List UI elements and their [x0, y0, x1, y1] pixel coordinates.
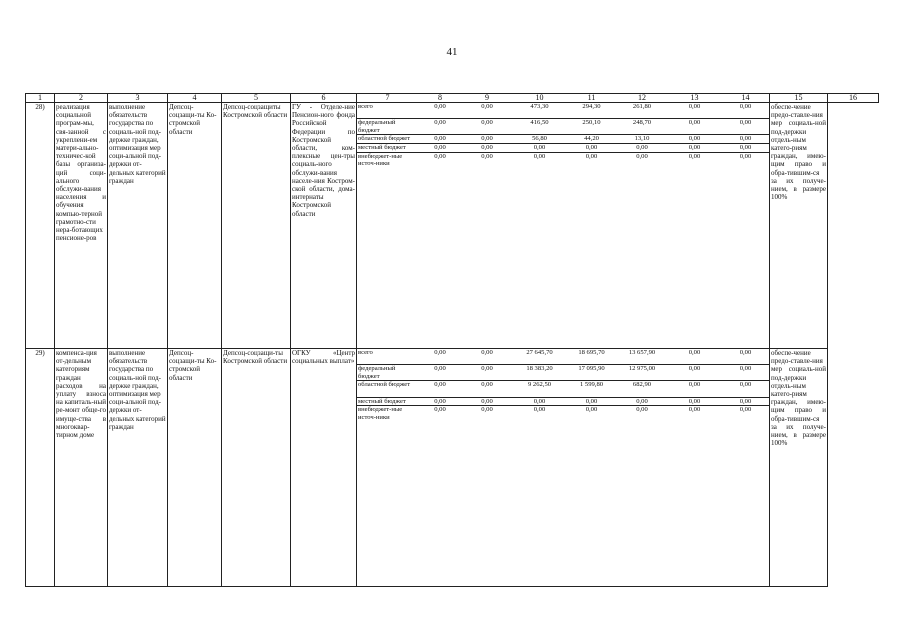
event-name-cell: компенса-ция от-дельным категориям граждан расходов на уплату взноса на капиталь-ный ре-монт обще-го имуще-ства в многоквар-тирном доме — [55, 349, 108, 587]
header-cell: 4 — [168, 94, 222, 103]
funding-value: 0,00 — [462, 365, 512, 381]
expected-result-cell: обеспе-чение предо-ставле-ния мер социаль-ной под-держки отдель-ным катего-риям граждан, имею-щим право и обра-тившим-ся за их получе-нием, в размере 100% — [770, 349, 828, 587]
funding-value: 294,30 — [567, 103, 616, 119]
funding-source-row — [357, 397, 770, 406]
header-cell-group — [357, 94, 770, 103]
header-cell: 15 — [770, 94, 828, 103]
funding-value: 0,00 — [462, 135, 512, 144]
funding-value: 0,00 — [668, 135, 721, 144]
row-number-cell: 29) — [26, 349, 55, 587]
purpose-cell: выполнение обязательств государства по социаль-ной под-держке граждан, оптимизация мер соци-альной под-держки от-дельных категорий граждан — [108, 349, 168, 587]
header-cell: 2 — [55, 94, 108, 103]
header-cell: 11 — [587, 94, 596, 102]
header-cell: 1 — [26, 94, 55, 103]
funding-value: 0,00 — [462, 143, 512, 152]
financing-table — [357, 103, 770, 177]
funding-value: 261,80 — [616, 103, 668, 119]
program-table — [25, 93, 879, 587]
funding-value: 9 262,50 — [512, 381, 567, 397]
funding-source-row — [357, 406, 770, 431]
header-row — [26, 94, 879, 103]
funding-value: 0,00 — [434, 406, 446, 414]
funding-source-name: федеральный бюджет — [357, 119, 418, 135]
funding-value: 0,00 — [721, 381, 770, 397]
funding-value: 0,00 — [418, 365, 462, 381]
funding-value: 0,00 — [668, 397, 721, 406]
recipient-cell: ГУ - Отделе-ние Пенсион-ного фонда Российской Федерации по Костромской области, ком-плексные цен-тры социаль-ного обслужи-вания населе-ния Костром-ской области, дома-интернаты Костромской области — [291, 103, 357, 349]
header-cell: 13 — [690, 94, 699, 102]
funding-source-row — [357, 143, 770, 152]
funding-value: 44,20 — [567, 135, 616, 144]
header-cell: 6 — [291, 94, 357, 103]
funding-value: 0,00 — [721, 119, 770, 135]
purpose-cell: выполнение обязательств государства по социаль-ной под-держке граждан, оптимизация мер соци-альной под-держки от-дельных категорий граждан — [108, 103, 168, 349]
funding-value: 0,00 — [418, 143, 462, 152]
funding-value: 0,00 — [533, 406, 546, 414]
funding-value: 0,00 — [418, 135, 462, 144]
funding-source-row — [357, 103, 770, 119]
funding-value: 0,00 — [567, 143, 616, 152]
funding-value: 0,00 — [418, 119, 462, 135]
funding-value: 0,00 — [721, 135, 770, 144]
funding-value: 0,00 — [418, 349, 462, 365]
funding-value: 0,00 — [739, 406, 752, 414]
funding-source-name: областной бюджет — [357, 135, 418, 144]
funding-value: 0,00 — [721, 365, 770, 381]
expected-result-cell: обеспе-чение предо-ставле-ния мер социаль-ной под-держки отдель-ным катего-риям граждан, имею-щим право и обра-тившим-ся за их получе-нием, в размере 100% — [770, 103, 828, 349]
funding-source-name: местный бюджет — [357, 397, 418, 406]
funding-source-row — [357, 152, 770, 177]
funding-value: 0,00 — [668, 119, 721, 135]
page-number: 41 — [446, 46, 458, 58]
funding-value: 13,10 — [616, 135, 668, 144]
header-cell: 3 — [108, 94, 168, 103]
header-cell: 12 — [638, 94, 646, 102]
funding-source-name: областной бюджет — [357, 381, 418, 397]
funding-source-name: внебюджет-ные источ-ники — [358, 152, 403, 168]
funding-value: 0,00 — [462, 349, 512, 365]
funding-value: 0,00 — [481, 152, 493, 160]
funding-value: 1 599,80 — [567, 381, 616, 397]
funding-value: 0,00 — [434, 152, 446, 160]
funding-source-name: всего — [357, 349, 418, 365]
header-cell: 9 — [485, 94, 489, 102]
funding-value: 0,00 — [721, 103, 770, 119]
header-cell: 14 — [741, 94, 750, 102]
funding-value: 0,00 — [636, 152, 648, 160]
row-number-cell: 28) — [26, 103, 55, 349]
funding-value: 0,00 — [512, 397, 567, 406]
header-cell: 8 — [438, 94, 442, 102]
funding-value: 0,00 — [688, 406, 701, 414]
coexecutor-cell: Депсоц-соцзащи-ты Ко-стромской области — [168, 103, 222, 349]
funding-value: 0,00 — [418, 103, 462, 119]
funding-value: 248,70 — [616, 119, 668, 135]
funding-value: 17 095,90 — [567, 365, 616, 381]
funding-value: 0,00 — [462, 103, 512, 119]
funding-value: 0,00 — [481, 406, 493, 414]
funding-source-name: внебюджет-ные источ-ники — [358, 406, 403, 421]
funding-value: 0,00 — [721, 397, 770, 406]
funding-value: 473,30 — [512, 103, 567, 119]
funding-source-row — [357, 135, 770, 144]
funding-value: 0,00 — [533, 152, 546, 160]
funding-value: 0,00 — [585, 406, 598, 414]
funding-value: 0,00 — [739, 152, 752, 160]
event-name-cell: реализация социальной програм-мы, свя-занной с укреплени-ем матери-ально-техничес-кой базы организа-ций соци-ального обслужи-вания населения и обучения компью-терной грамотно-сти нера-ботающих пенсионе-ров — [55, 103, 108, 349]
funding-value: 0,00 — [418, 381, 462, 397]
funding-value: 13 657,90 — [616, 349, 668, 365]
funding-value: 18 695,70 — [567, 349, 616, 365]
recipient-cell: ОГКУ «Центр социальных выплат» — [291, 349, 357, 587]
funding-value: 0,00 — [585, 152, 598, 160]
header-cell: 5 — [222, 94, 291, 103]
funding-source-row — [357, 381, 770, 397]
header-cell: 16 — [828, 94, 879, 103]
funding-value: 0,00 — [616, 397, 668, 406]
funding-value: 0,00 — [668, 103, 721, 119]
funding-value: 250,10 — [567, 119, 616, 135]
responsible-cell: Депсоц-соцзащи-ты Костромской области — [222, 349, 291, 587]
header-cell: 7 — [385, 94, 390, 102]
funding-value: 0,00 — [616, 143, 668, 152]
funding-value: 0,00 — [636, 406, 648, 414]
funding-value: 0,00 — [462, 119, 512, 135]
responsible-cell: Депсоц-соцзащиты Костромской области — [222, 103, 291, 349]
funding-value: 0,00 — [668, 365, 721, 381]
funding-value: 0,00 — [462, 397, 512, 406]
funding-value: 0,00 — [512, 143, 567, 152]
table-row — [26, 349, 879, 587]
table-row — [26, 103, 879, 349]
funding-value: 682,90 — [616, 381, 668, 397]
coexecutor-cell: Депсоц-соцзащи-ты Ко-стромской области — [168, 349, 222, 587]
funding-source-row — [357, 349, 770, 365]
header-cell: 10 — [535, 94, 544, 102]
funding-value: 0,00 — [721, 143, 770, 152]
financing-cell — [357, 349, 770, 587]
funding-source-row — [357, 365, 770, 381]
funding-value: 18 383,20 — [512, 365, 567, 381]
funding-value: 56,80 — [512, 135, 567, 144]
funding-source-name: всего — [357, 103, 418, 119]
funding-value: 0,00 — [462, 381, 512, 397]
funding-value: 416,50 — [512, 119, 567, 135]
funding-value: 0,00 — [567, 397, 616, 406]
funding-value: 0,00 — [668, 143, 721, 152]
funding-value: 0,00 — [668, 349, 721, 365]
funding-value: 27 645,70 — [512, 349, 567, 365]
funding-value: 0,00 — [688, 152, 701, 160]
financing-cell — [357, 103, 770, 349]
funding-source-name: местный бюджет — [357, 143, 418, 152]
table-body — [26, 94, 879, 587]
funding-value: 0,00 — [418, 397, 462, 406]
funding-value: 0,00 — [668, 381, 721, 397]
funding-value: 12 975,00 — [616, 365, 668, 381]
funding-value: 0,00 — [721, 349, 770, 365]
financing-table — [357, 349, 770, 430]
funding-source-name: федеральный бюджет — [357, 365, 418, 381]
funding-source-row — [357, 119, 770, 135]
